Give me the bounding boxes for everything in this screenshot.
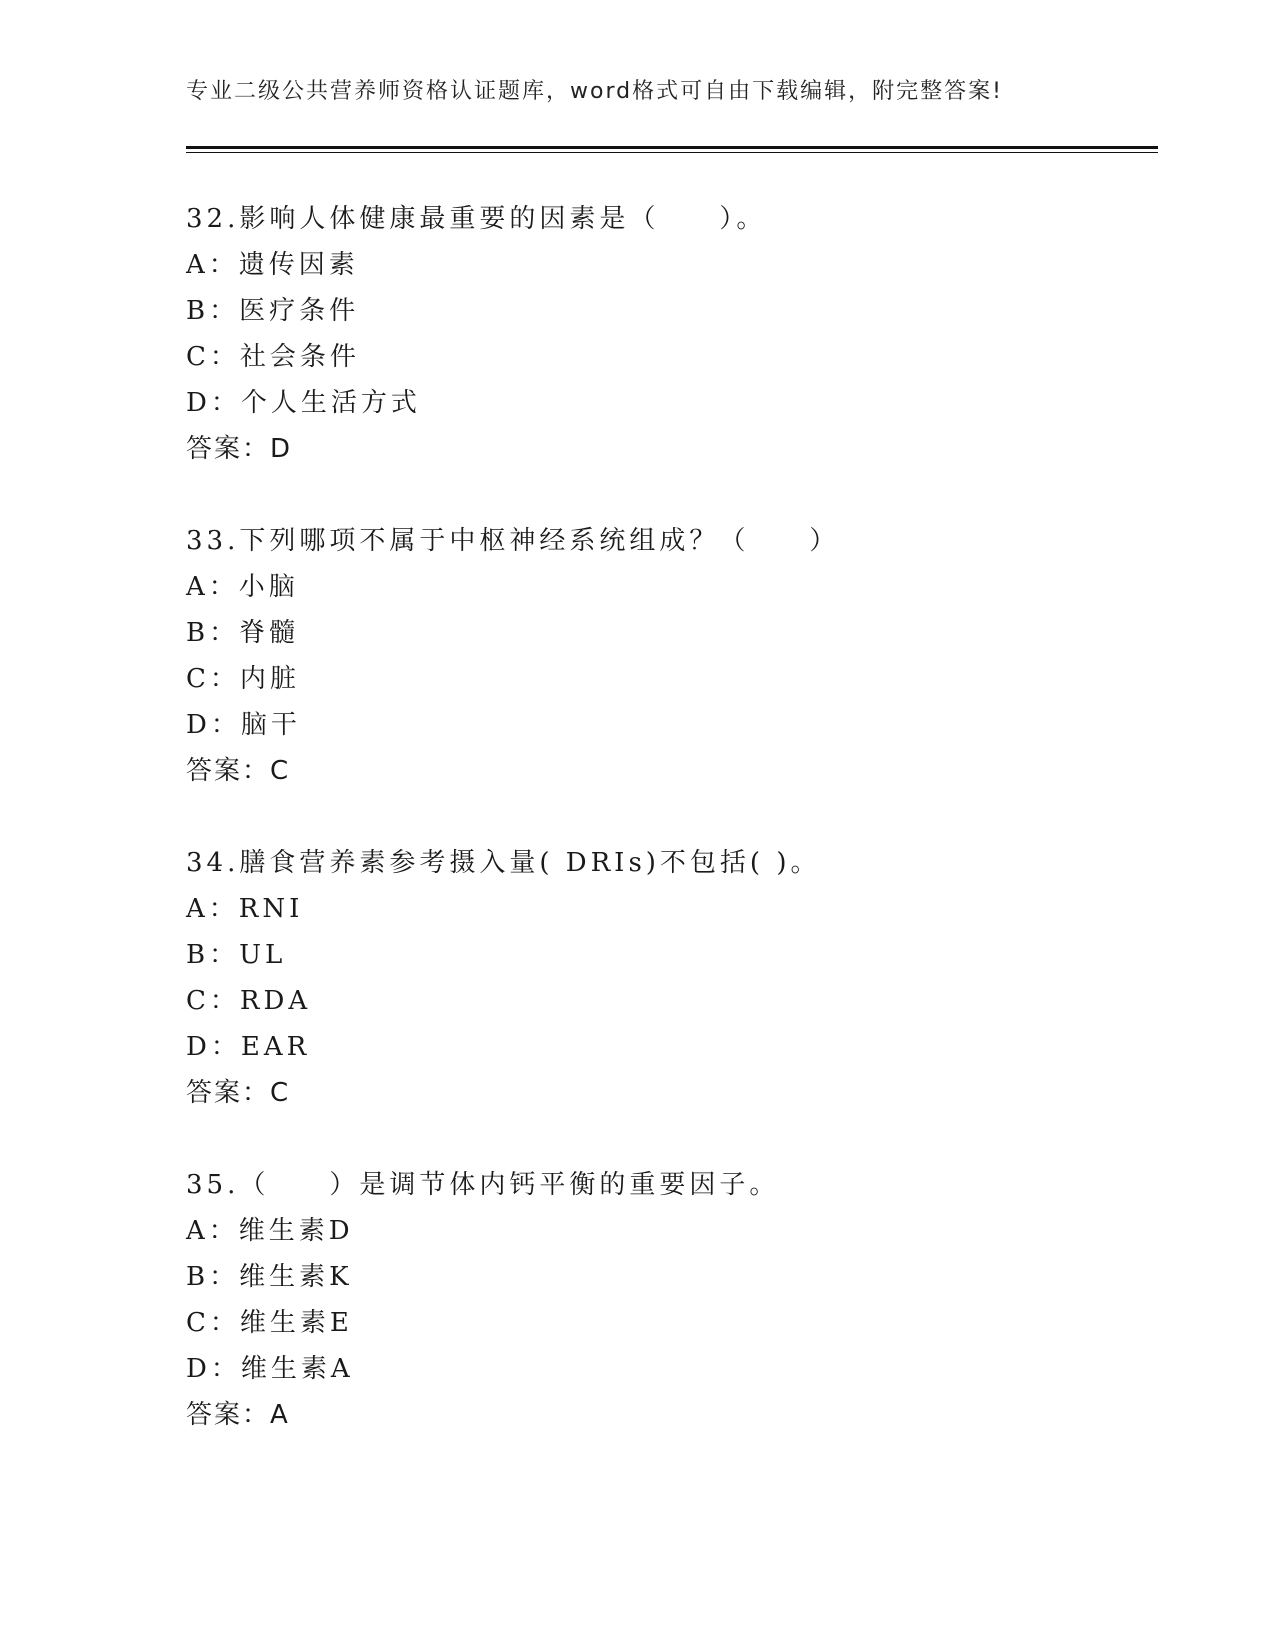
option-d: D：脑干 bbox=[186, 710, 301, 740]
option-b: B：维生素K bbox=[186, 1262, 353, 1292]
option-c: C：社会条件 bbox=[186, 342, 360, 372]
option-b: B：医疗条件 bbox=[186, 296, 360, 326]
header-rule-thick bbox=[186, 146, 1158, 149]
option-c: C：RDA bbox=[186, 986, 312, 1016]
option-d: D：维生素A bbox=[186, 1354, 354, 1384]
option-a: A：小脑 bbox=[186, 572, 299, 602]
answer: 答案：A bbox=[186, 1400, 290, 1430]
question-stem: 33.下列哪项不属于中枢神经系统组成？（ ） bbox=[186, 526, 840, 556]
option-a: A：遗传因素 bbox=[186, 250, 359, 280]
page-header: 专业二级公共营养师资格认证题库，word格式可自由下载编辑，附完整答案! bbox=[186, 79, 1003, 104]
option-a: A：RNI bbox=[186, 894, 304, 924]
question-34 bbox=[186, 840, 1136, 1116]
answer: 答案：C bbox=[186, 756, 291, 786]
option-b: B：脊髓 bbox=[186, 618, 300, 648]
answer: 答案：D bbox=[186, 434, 293, 464]
question-35 bbox=[186, 1162, 1136, 1438]
option-c: C：内脏 bbox=[186, 664, 300, 694]
question-stem: 32.影响人体健康最重要的因素是（ ）。 bbox=[186, 204, 767, 234]
question-33 bbox=[186, 518, 1136, 794]
question-stem: 35.（ ）是调节体内钙平衡的重要因子。 bbox=[186, 1170, 780, 1200]
option-a: A：维生素D bbox=[186, 1216, 354, 1246]
header-rule-thin bbox=[186, 152, 1158, 153]
option-d: D：个人生活方式 bbox=[186, 388, 421, 418]
option-b: B：UL bbox=[186, 940, 287, 970]
question-stem: 34.膳食营养素参考摄入量( DRIs)不包括( )。 bbox=[186, 848, 821, 878]
option-c: C：维生素E bbox=[186, 1308, 353, 1338]
question-32 bbox=[186, 196, 1136, 472]
option-d: D：EAR bbox=[186, 1032, 311, 1062]
answer: 答案：C bbox=[186, 1078, 291, 1108]
